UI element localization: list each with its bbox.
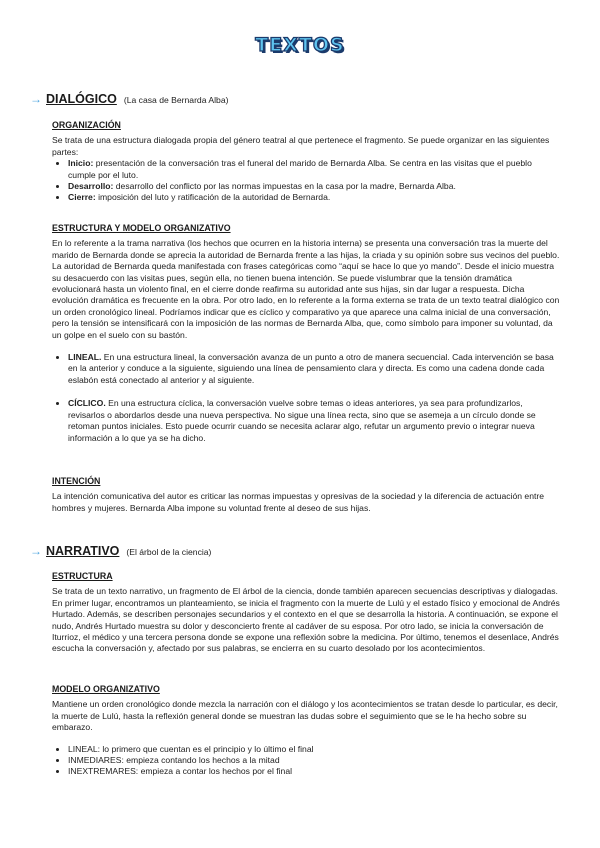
estructura-text: En lo referente a la trama narrativa (los hechos que ocurren en la historia interna) se presenta una conversación tras la muerte del marido de Bernarda donde se aprecia la autoridad de Bernarda frente a las hijas, la criada y su opinión sobre sus vecinos del pueblo. La autoridad de Bernarda queda manifestada con frases categóricas como “aquí se hace lo que yo mando”. Desde el inicio muestra su desacuerdo con las visitas pues, según ella, no tienen buena intención. Se puede vislumbrar que la tensión dramática evolucionará hasta un violento final, en el cierre donde reafirma su autoridad ante sus hijas, sin dar lugar a respuesta. Dicha evolución dramática es frecuente en la obra. Por otro lado, en lo referente a la forma externa se trata de un texto teatral dialógico con un orden cronológico lineal. Podríamos indicar que es cíclico y comparativo ya que aparece una calma inicial de una conversación, pero la tensión se intensificará con la imposición de las normas de Bernarda Alba, que, como símbolo para imponer su voluntad, da un golpe en el suelo con su bastón.: [52, 238, 560, 340]
modelo-list: [52, 744, 560, 778]
page-title: TEXTOS: [255, 34, 345, 56]
list-item-text: imposición del luto y ratificación de la autoridad de Bernarda.: [95, 192, 331, 203]
organizacion-list: [52, 158, 560, 204]
section-subtitle-narrativo: (El árbol de la ciencia): [126, 547, 212, 557]
estructura-block: [52, 223, 560, 456]
modelo-text: Mantiene un orden cronológico donde mezcla la narración con el diálogo y los acontecimientos se tratan desde lo particular, es decir, la muerte de Lulú, hasta la reflexión general donde se muestran las dudas sobre el seguimiento que se le ha hecho sobre su embarazo.: [52, 699, 558, 733]
narrativo-estructura-block: [52, 571, 560, 655]
list-item: • INEXTREMARES: empieza a contar los hechos por el final: [68, 766, 560, 777]
list-item: • INMEDIARES: empieza contando los hechos a la mitad: [68, 755, 560, 766]
section-narrativo-heading: [30, 546, 211, 558]
list-item-text: desarrollo del conflicto por las normas impuestas en la casa por la madre, Bernarda Alba.: [113, 181, 456, 192]
arrow-right-icon: →: [30, 544, 42, 558]
narrativo-estructura-heading: ESTRUCTURA: [52, 571, 113, 581]
arrow-right-icon: →: [30, 92, 42, 106]
list-item: [68, 398, 560, 444]
organizacion-heading: ORGANIZACIÓN: [52, 120, 121, 130]
list-item: [68, 181, 560, 192]
list-item: [68, 158, 560, 181]
list-item: [68, 352, 560, 386]
list-item: [68, 192, 560, 203]
intencion-text: La intención comunicativa del autor es criticar las normas impuestas y opresivas de la sociedad y la diferencia de actuación entre hombres y mujeres. Bernarda Alba impone su voluntad frente al deseo de sus hijas.: [52, 491, 545, 513]
intencion-heading: INTENCIÓN: [52, 476, 101, 486]
title-container: [0, 34, 600, 56]
list-item-text: En una estructura lineal, la conversación avanza de un punto a otro de manera secuencial. Cada intervención se basa en la anterior y conduce a la siguiente, siguiendo una línea de pensamiento clara y directa. Es como una cadena donde cada eslabón está conectado al anterior y al siguiente.: [68, 352, 554, 385]
list-item-label: LINEAL.: [68, 352, 102, 363]
list-item: • LINEAL: lo primero que cuentan es el principio y lo último el final: [68, 744, 560, 755]
section-title-narrativo: NARRATIVO: [46, 544, 120, 558]
narrativo-estructura-text: Se trata de un texto narrativo, un fragmento de El árbol de la ciencia, donde también aparecen secuencias descriptivas y dialogadas. En primer lugar, encontramos un planteamiento, se inicia el fragmento con la muerte de Lulú y el estado físico y emocional de Andrés Hurtado. Además, se describen personajes secundarios y el contexto en el que se desarrolla la historia. A continuación, se expone el nudo, Andrés Hurtado muestra su dolor y desconcierto frente al cadáver de su esposa. Por otro lado, se inicia la conversación de Iturrioz, el médico y una tercera persona donde se expone una reflexión sobre la medicina. Por último, tenemos el desenlace, Andrés escucha la conversación y, afectado por sus palabras, se encierra en su cuarto desolado por los acontecimientos.: [52, 586, 560, 654]
modelo-heading: MODELO ORGANIZATIVO: [52, 684, 160, 694]
organizacion-intro: Se trata de una estructura dialogada propia del género teatral al que pertenece el fragmento. Se puede organizar en las siguientes partes:: [52, 135, 550, 157]
list-item-label: CÍCLICO.: [68, 398, 106, 409]
list-item-label: Cierre:: [68, 192, 96, 203]
section-title-dialogico: DIALÓGICO: [46, 92, 117, 106]
list-item-text: presentación de la conversación tras el funeral del marido de Bernarda Alba. Se centra en las visitas que el pueblo cumple por el luto.: [68, 158, 532, 180]
organizacion-block: [52, 120, 560, 204]
section-dialogico-heading: [30, 94, 228, 106]
list-item-label: Inicio:: [68, 158, 94, 169]
estructura-list: [52, 352, 560, 444]
list-item-text: En una estructura cíclica, la conversación vuelve sobre temas o ideas anteriores, ya sea para profundizarlos, revisarlos o abordarlos desde una nueva perspectiva. No sigue una línea recta, sino que se asemeja a un círculo donde se retoman puntos iniciales. Esto puede ocurrir cuando se necesita aclarar algo, refutar un argumento previo o integrar nueva información a lo que ya se ha dicho.: [68, 398, 536, 443]
estructura-heading: ESTRUCTURA Y MODELO ORGANIZATIVO: [52, 223, 231, 233]
intencion-block: [52, 476, 560, 514]
modelo-block: [52, 684, 560, 778]
list-item-label: Desarrollo:: [68, 181, 114, 192]
section-subtitle-dialogico: (La casa de Bernarda Alba): [123, 95, 229, 105]
